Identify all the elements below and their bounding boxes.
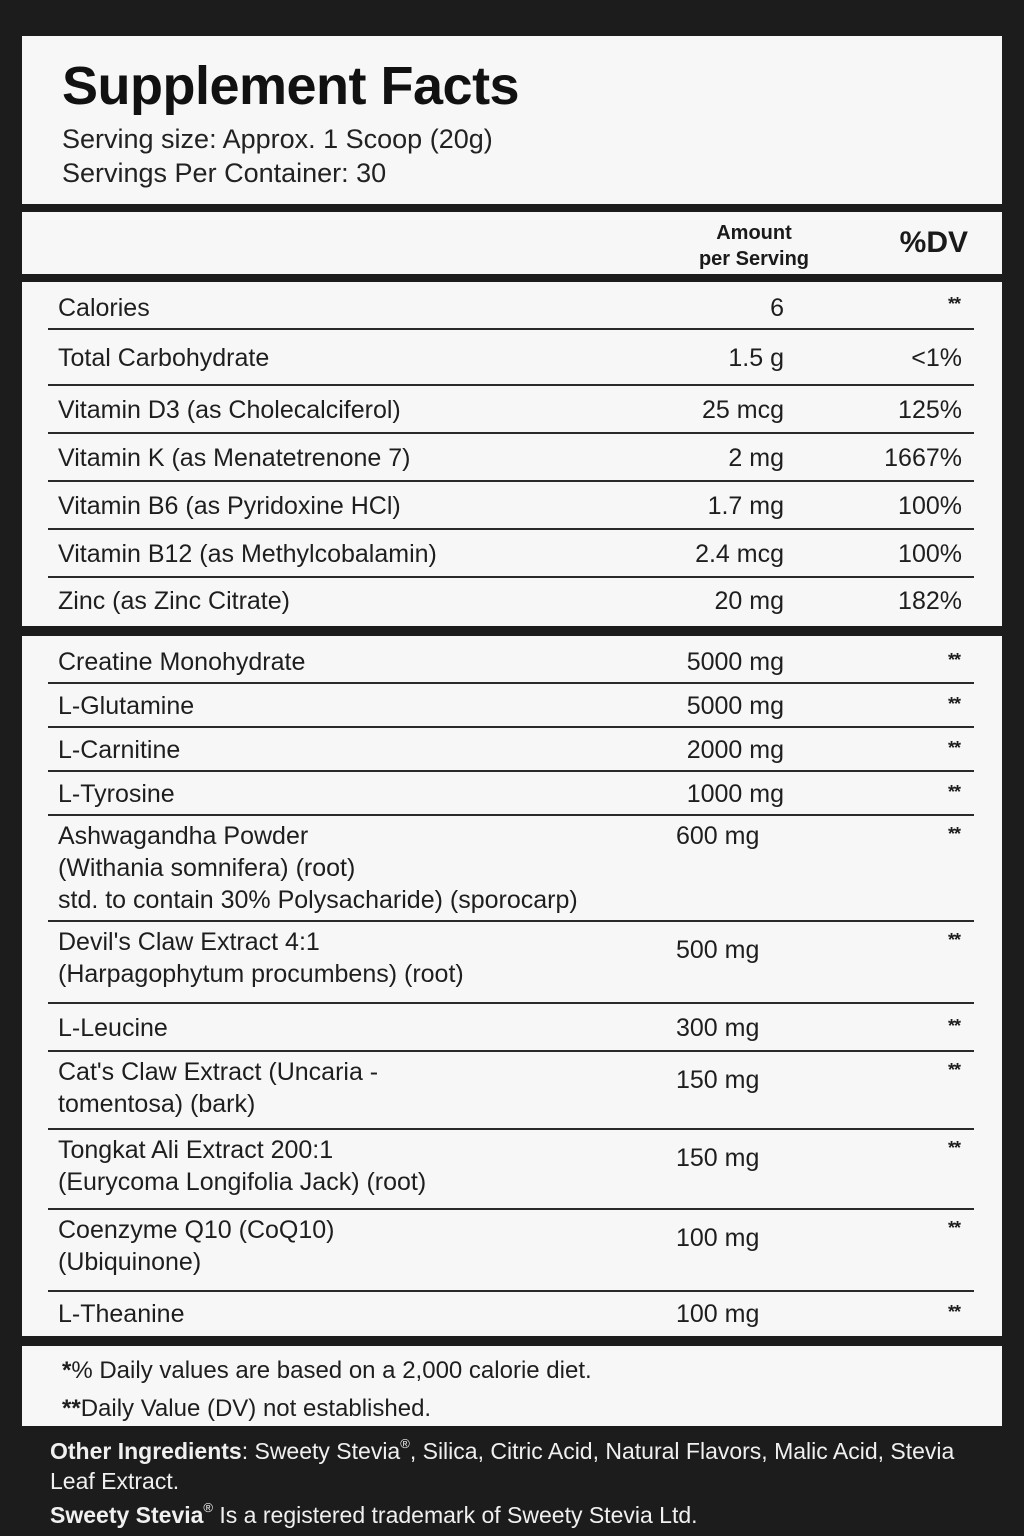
ingredient-name: Cat's Claw Extract (Uncaria - tomentosa) (bark) [58,1058,379,1118]
ingredient-dv: ** [947,824,960,844]
label-title: Supplement Facts [62,56,520,116]
ingredient-name: L-Carnitine [58,736,181,764]
nutrient-name: Vitamin K (as Menatetrenone 7) [58,444,411,472]
nutrient-amount: 1.7 mg [707,492,784,520]
ingredient-row [48,772,974,816]
ingredient-amount: 1000 mg [686,780,784,808]
dv-column-header: %DV [899,226,968,259]
amount-column-header: Amount per Serving [698,222,810,270]
nutrient-name: Total Carbohydrate [58,344,270,372]
nutrient-row [48,386,974,434]
ingredient-dv: ** [947,1016,960,1036]
ingredient-name: Tongkat Ali Extract 200:1 (Eurycoma Longifolia Jack) (root) [58,1136,427,1196]
title-panel [22,36,1002,204]
ingredient-row [48,1052,974,1130]
nutrient-row [48,578,974,624]
ingredient-amount: 100 mg [676,1300,760,1328]
ingredient-name: L-Leucine [58,1014,168,1042]
footnotes-panel [22,1346,1002,1426]
ingredient-amount: 600 mg [676,822,760,850]
ingredient-amount: 100 mg [676,1224,760,1252]
footnote-daily-values: *% Daily values are based on a 2,000 calorie diet. [62,1357,592,1384]
ingredient-name: Ashwagandha Powder (Withania somnifera) (root) std. to contain 30% Polysacharide) (sporocarp) [58,822,578,914]
nutrient-amount: 2.4 mcg [695,540,784,568]
ingredient-name: Creatine Monohydrate [58,648,306,676]
ingredient-dv: ** [947,738,960,758]
nutrients-panel [22,282,1002,626]
ingredient-amount: 150 mg [676,1144,760,1172]
ingredient-name: L-Tyrosine [58,780,175,808]
ingredient-dv: ** [947,1218,960,1238]
column-header-panel [22,212,1002,278]
ingredient-amount: 5000 mg [686,648,784,676]
ingredient-dv: ** [947,650,960,670]
ingredient-row [48,640,974,684]
nutrient-dv: 125% [898,396,962,424]
ingredient-dv: ** [947,930,960,950]
nutrient-name: Vitamin B6 (as Pyridoxine HCl) [58,492,401,520]
nutrient-dv: 100% [898,540,962,568]
ingredient-dv: ** [947,782,960,802]
nutrient-name: Calories [58,294,150,322]
serving-size: Serving size: Approx. 1 Scoop (20g) [62,124,493,154]
ingredient-row [48,1130,974,1210]
ingredient-row [48,684,974,728]
ingredient-name: L-Theanine [58,1300,185,1328]
nutrient-row [48,434,974,482]
ingredient-amount: 5000 mg [686,692,784,720]
ingredient-row [48,1210,974,1292]
nutrient-amount: 1.5 g [728,344,784,372]
ingredient-dv: ** [947,1302,960,1322]
ingredient-row [48,1004,974,1052]
ingredient-dv: ** [947,1138,960,1158]
ingredient-name: Devil's Claw Extract 4:1 (Harpagophytum procumbens) (root) [58,928,464,988]
ingredient-amount: 500 mg [676,936,760,964]
ingredient-row [48,728,974,772]
ingredients-panel [22,636,1002,1336]
ingredient-dv: ** [947,1060,960,1080]
ingredient-row [48,816,974,922]
nutrient-amount: 25 mcg [702,396,784,424]
ingredient-name: L-Glutamine [58,692,195,720]
nutrient-name: Vitamin D3 (as Cholecalciferol) [58,396,401,424]
ingredient-name: Coenzyme Q10 (CoQ10) (Ubiquinone) [58,1216,335,1276]
nutrient-dv: <1% [911,344,962,372]
nutrient-amount: 20 mg [714,587,784,615]
nutrient-name: Vitamin B12 (as Methylcobalamin) [58,540,437,568]
nutrient-dv: 100% [898,492,962,520]
footnote-dv-not-established: **Daily Value (DV) not established. [62,1395,432,1422]
ingredient-amount: 150 mg [676,1066,760,1094]
nutrient-row [48,286,974,330]
nutrient-row [48,330,974,386]
servings-per-container: Servings Per Container: 30 [62,158,387,188]
nutrient-dv: 182% [898,587,962,615]
nutrient-row [48,530,974,578]
other-ingredients: Other Ingredients: Sweety Stevia®, Silica, Citric Acid, Natural Flavors, Malic Acid, Stevia Leaf Extract. [50,1436,955,1494]
nutrient-dv: 1667% [884,444,962,472]
nutrient-row [48,482,974,530]
nutrient-amount: 2 mg [728,444,784,472]
nutrient-amount: 6 [770,294,784,322]
nutrient-name: Zinc (as Zinc Citrate) [58,587,290,615]
ingredient-amount: 2000 mg [686,736,784,764]
ingredient-amount: 300 mg [676,1014,760,1042]
ingredient-row [48,922,974,1004]
ingredient-row [48,1292,974,1336]
trademark-notice: Sweety Stevia® Is a registered trademark of Sweety Stevia Ltd. [50,1500,698,1528]
ingredient-dv: ** [947,694,960,714]
nutrient-dv: ** [947,294,960,314]
